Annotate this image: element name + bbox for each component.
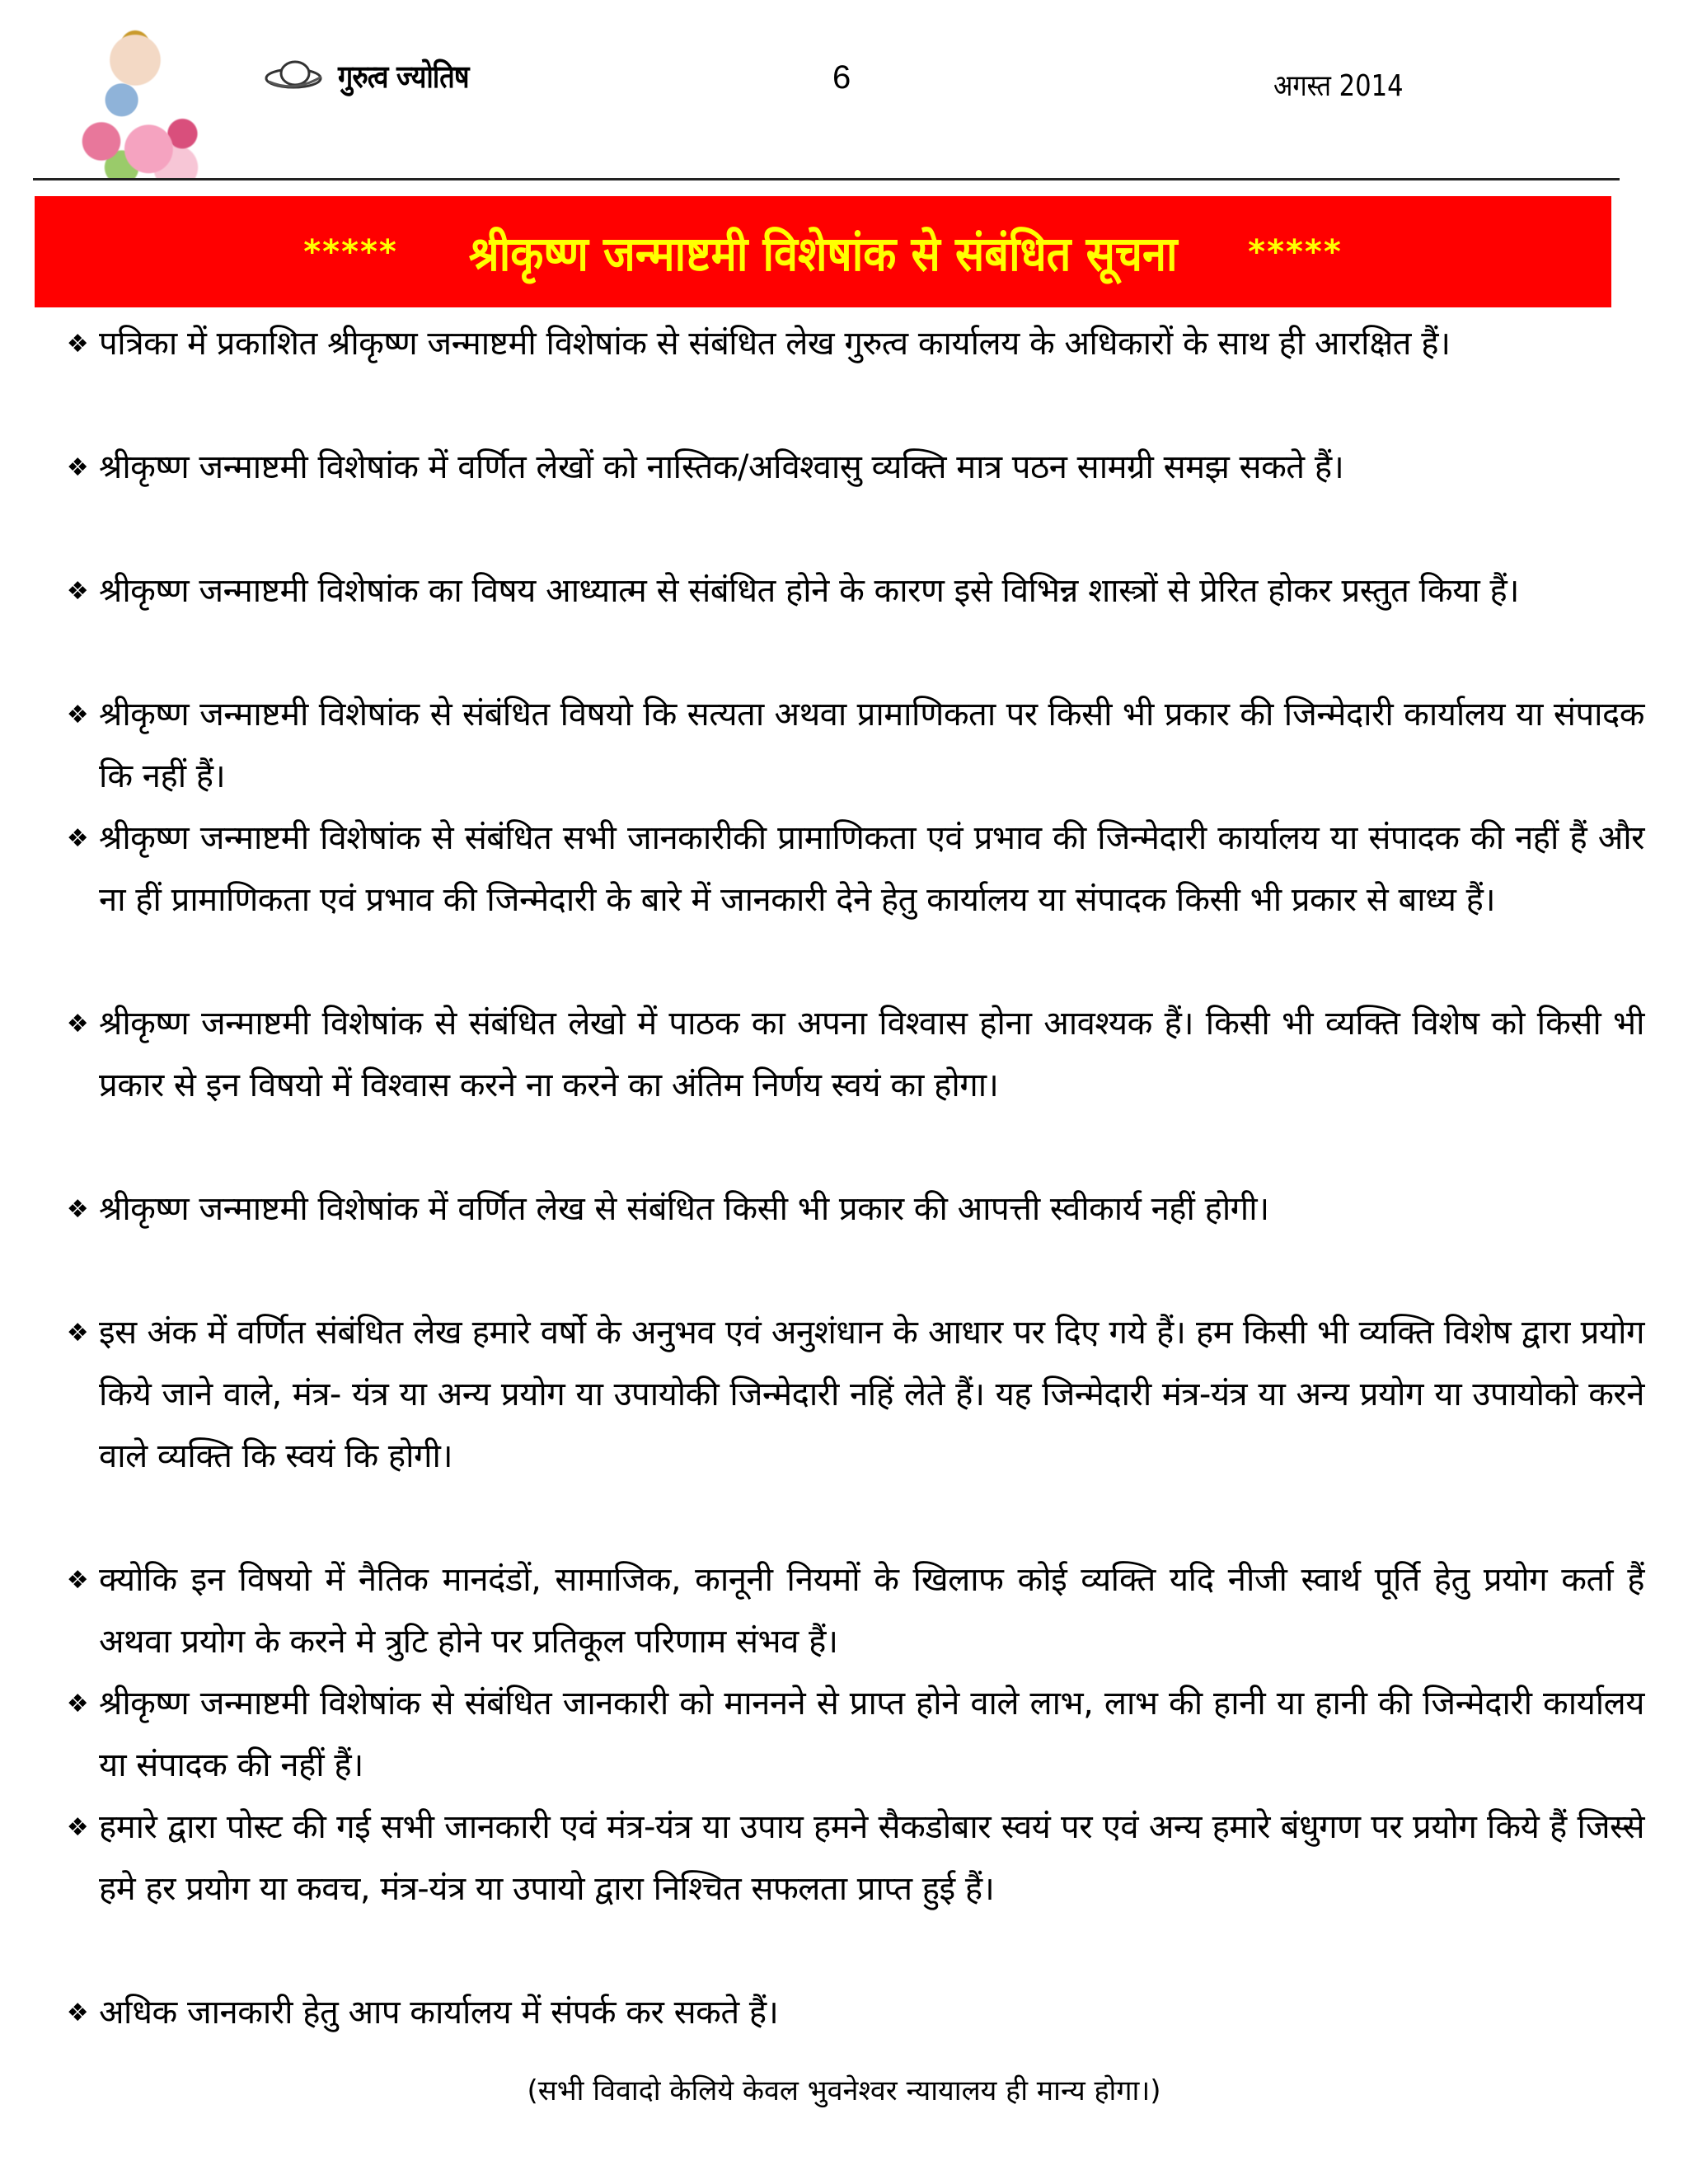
issue-date: अगस्त 2014	[1273, 69, 1404, 103]
jurisdiction-note: (सभी विवादो केलिये केवल भुवनेश्वर न्यायालय ही मान्य होगा।)	[527, 2074, 1161, 2107]
diamond-bullet-icon: ❖	[66, 453, 89, 482]
stars-left: *****	[303, 232, 398, 271]
planet-icon	[264, 57, 326, 95]
notice-item	[62, 993, 1644, 1179]
diamond-bullet-icon: ❖	[66, 330, 89, 359]
notice-item	[62, 1549, 1644, 1673]
notice-text: हमारे द्वारा पोस्ट की गई सभी जानकारी एवं मंत्र-यंत्र या उपाय हमने सैकडोबार स्वयं पर एवं अन्य हमारे बंधुगण पर प्रयोग किये हैं जिस्से हमे हर प्रयोग या कवच, मंत्र-यंत्र या उपायो द्वारा निश्चित सफलता प्राप्त हुई हैं।	[99, 1808, 1644, 1908]
diamond-bullet-icon: ❖	[66, 1319, 89, 1347]
diamond-bullet-icon: ❖	[66, 1690, 89, 1718]
banner-title: श्रीकृष्ण जन्माष्टमी विशेषांक से संबंधित सूचना	[468, 226, 1178, 282]
notice-item	[62, 313, 1644, 437]
diamond-bullet-icon: ❖	[66, 577, 89, 606]
notice-item	[62, 1302, 1644, 1549]
page-header	[0, 0, 1688, 190]
diamond-bullet-icon: ❖	[66, 701, 89, 729]
krishna-logo-image	[68, 26, 203, 180]
diamond-bullet-icon: ❖	[66, 1010, 89, 1038]
notice-text: क्योकि इन विषयो में नैतिक मानदंडों, सामाजिक, कानूनी नियमों के खिलाफ कोई व्यक्ति यदि नीजी स्वार्थ पूर्ति हेतु प्रयोग कर्ता हैं अथवा प्रयोग के करने मे त्रुटि होने पर प्रतिकूल परिणाम संभव हैं।	[99, 1561, 1644, 1661]
notice-text: श्रीकृष्ण जन्माष्टमी विशेषांक का विषय आध्यात्म से संबंधित होने के कारण इसे विभिन्न शास्त्रों से प्रेरित होकर प्रस्तुत किया हैं।	[99, 572, 1519, 610]
header-divider	[33, 178, 1620, 180]
notice-text: श्रीकृष्ण जन्माष्टमी विशेषांक से संबंधित विषयो कि सत्यता अथवा प्रामाणिकता पर किसी भी प्रकार की जिन्मेदारी कार्यालय या संपादक कि नहीं हैं।	[99, 696, 1644, 795]
diamond-bullet-icon: ❖	[66, 824, 89, 853]
notice-text: श्रीकृष्ण जन्माष्टमी विशेषांक में वर्णित लेख से संबंधित किसी भी प्रकार की आपत्ती स्वीकार्य नहीं होगी।	[99, 1190, 1269, 1228]
notice-list	[62, 313, 1644, 2044]
notice-text: पत्रिका में प्रकाशित श्रीकृष्ण जन्माष्टमी विशेषांक से संबंधित लेख गुरुत्व कार्यालय के अधिकारों के साथ ही आरक्षित हैं।	[99, 325, 1451, 363]
brand	[264, 54, 492, 97]
notice-text: श्रीकृष्ण जन्माष्टमी विशेषांक से संबंधित लेखो में पाठक का अपना विश्वास होना आवश्यक हैं। किसी भी व्यक्ति विशेष को किसी भी प्रकार से इन विषयो में विश्वास करने ना करने का अंतिम निर्णय स्वयं का होगा।	[99, 1005, 1644, 1104]
notice-text: श्रीकृष्ण जन्माष्टमी विशेषांक से संबंधित सभी जानकारीकी प्रामाणिकता एवं प्रभाव की जिन्मेदारी कार्यालय या संपादक की नहीं हैं और ना हीं प्रामाणिकता एवं प्रभाव की जिन्मेदारी के बारे में जानकारी देने हेतु कार्यालय या संपादक किसी भी प्रकार से बाध्य हैं।	[99, 819, 1644, 919]
diamond-bullet-icon: ❖	[66, 1813, 89, 1842]
notice-item	[62, 1797, 1644, 1982]
notice-item	[62, 808, 1644, 993]
page-number: 6	[832, 59, 851, 96]
brand-name: गुरुत्व ज्योतिष	[338, 59, 469, 95]
diamond-bullet-icon: ❖	[66, 1195, 89, 1224]
notice-text: श्रीकृष्ण जन्माष्टमी विशेषांक में वर्णित लेखों को नास्तिक/अविश्वासु व्यक्ति मात्र पठन सामग्री समझ सकते हैं।	[99, 448, 1344, 486]
notice-text: अधिक जानकारी हेतु आप कार्यालय में संपर्क कर सकते हैं।	[99, 1994, 779, 2032]
notice-item	[62, 437, 1644, 560]
notice-banner	[35, 196, 1611, 307]
notice-item	[62, 1179, 1644, 1302]
diamond-bullet-icon: ❖	[66, 1999, 89, 2027]
notice-item	[62, 1673, 1644, 1797]
notice-item	[62, 560, 1644, 684]
notice-item	[62, 1982, 1644, 2044]
diamond-bullet-icon: ❖	[66, 1566, 89, 1595]
notice-text: श्रीकृष्ण जन्माष्टमी विशेषांक से संबंधित जानकारी को माननने से प्राप्त होने वाले लाभ, लाभ की हानी या हानी की जिन्मेदारी कार्यालय या संपादक की नहीं हैं।	[99, 1685, 1644, 1784]
notice-text: इस अंक में वर्णित संबंधित लेख हमारे वर्षो के अनुभव एवं अनुशंधान के आधार पर दिए गये हैं। हम किसी भी व्यक्ति विशेष द्वारा प्रयोग किये जाने वाले, मंत्र- यंत्र या अन्य प्रयोग या उपायोकी जिन्मेदारी नहिं लेते हैं। यह जिन्मेदारी मंत्र-यंत्र या अन्य प्रयोग या उपायोको करने वाले व्यक्ति कि स्वयं कि होगी।	[99, 1314, 1644, 1475]
stars-right: *****	[1248, 232, 1343, 271]
notice-item	[62, 684, 1644, 808]
